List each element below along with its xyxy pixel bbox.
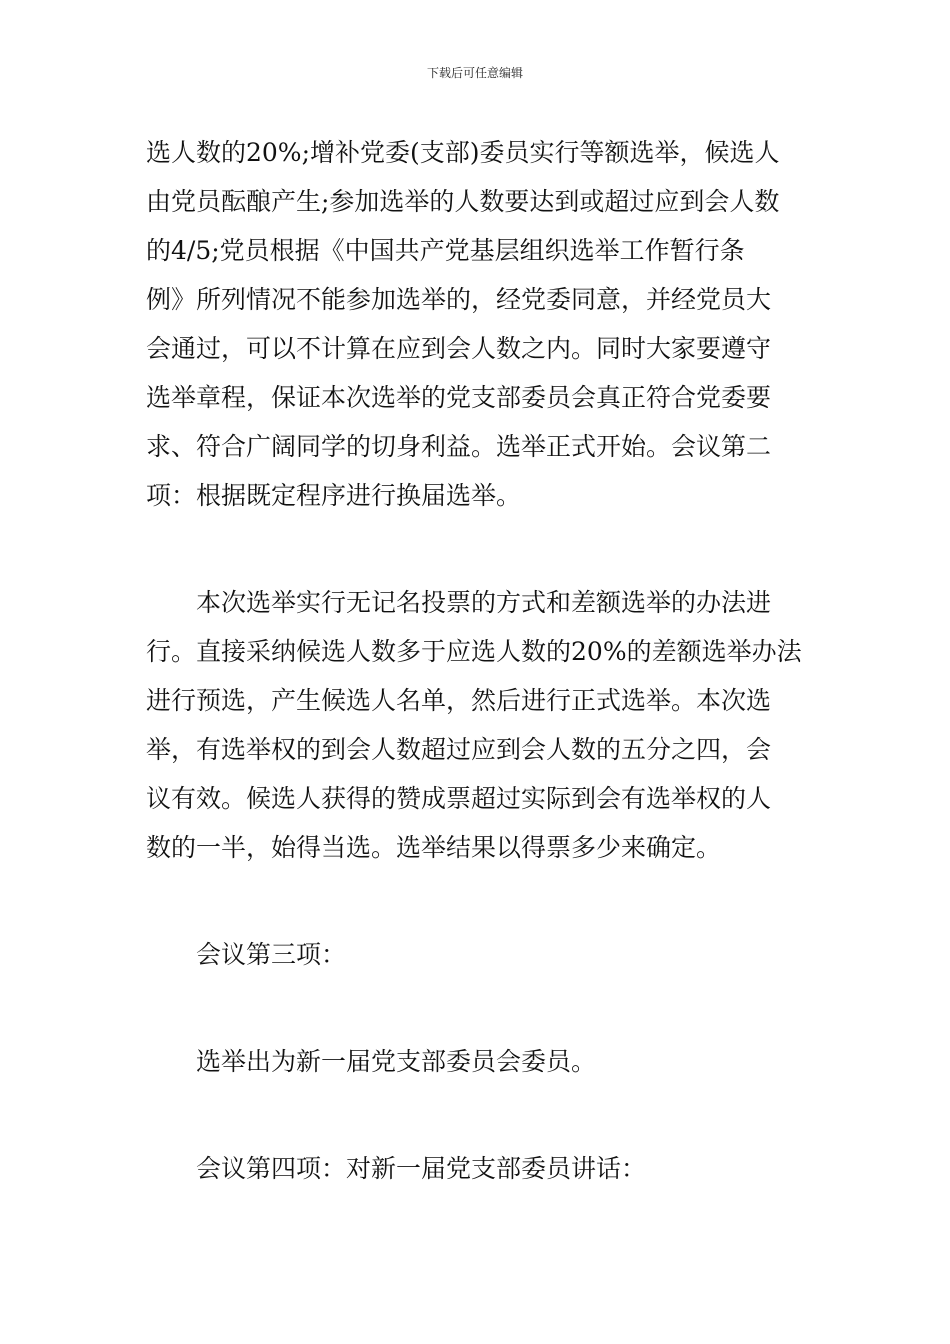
text-line: 项：根据既定程序进行换届选举。	[146, 481, 522, 510]
paragraph-spacer	[146, 872, 808, 930]
paragraph-voting-method	[146, 578, 808, 872]
text-line: 议有效。候选人获得的赞成票超过实际到会有选举权的人	[146, 784, 772, 813]
text-line: 行。直接采纳候选人数多于应选人数的20%的差额选举办法	[146, 637, 802, 666]
text-line: 本次选举实行无记名投票的方式和差额选举的办法进	[196, 588, 772, 617]
text-line: 进行预选，产生候选人名单，然后进行正式选举。本次选	[146, 686, 772, 715]
text-line: 会通过，可以不计算在应到会人数之内。同时大家要遵守	[146, 334, 772, 363]
text-line: 会议第三项：	[196, 940, 347, 969]
text-line: 由党员酝酿产生;参加选举的人数要达到或超过应到会人数	[146, 187, 780, 216]
page-header: 下载后可任意编辑	[426, 66, 523, 80]
paragraph-item-three	[146, 930, 808, 979]
text-line: 选人数的20%;增补党委(支部)委员实行等额选举，候选人	[146, 138, 780, 167]
paragraph-spacer	[146, 1086, 808, 1144]
text-line: 会议第四项：对新一届党支部委员讲话：	[196, 1154, 647, 1183]
text-line: 选举出为新一届党支部委员会委员。	[196, 1047, 597, 1076]
text-line: 例》所列情况不能参加选举的，经党委同意，并经党员大	[146, 285, 772, 314]
paragraph-election-rules	[146, 128, 808, 520]
text-line: 的4/5;党员根据《中国共产党基层组织选举工作暂行条	[146, 236, 745, 265]
paragraph-item-four	[146, 1144, 808, 1193]
text-line: 求、符合广阔同学的切身利益。选举正式开始。会议第二	[146, 432, 772, 461]
paragraph-spacer	[146, 979, 808, 1037]
document-body	[146, 128, 808, 1193]
paragraph-elected-members	[146, 1037, 808, 1086]
text-line: 选举章程，保证本次选举的党支部委员会真正符合党委要	[146, 383, 772, 412]
text-line: 数的一半，始得当选。选举结果以得票多少来确定。	[146, 833, 722, 862]
paragraph-spacer	[146, 520, 808, 578]
text-line: 举，有选举权的到会人数超过应到会人数的五分之四，会	[146, 735, 772, 764]
